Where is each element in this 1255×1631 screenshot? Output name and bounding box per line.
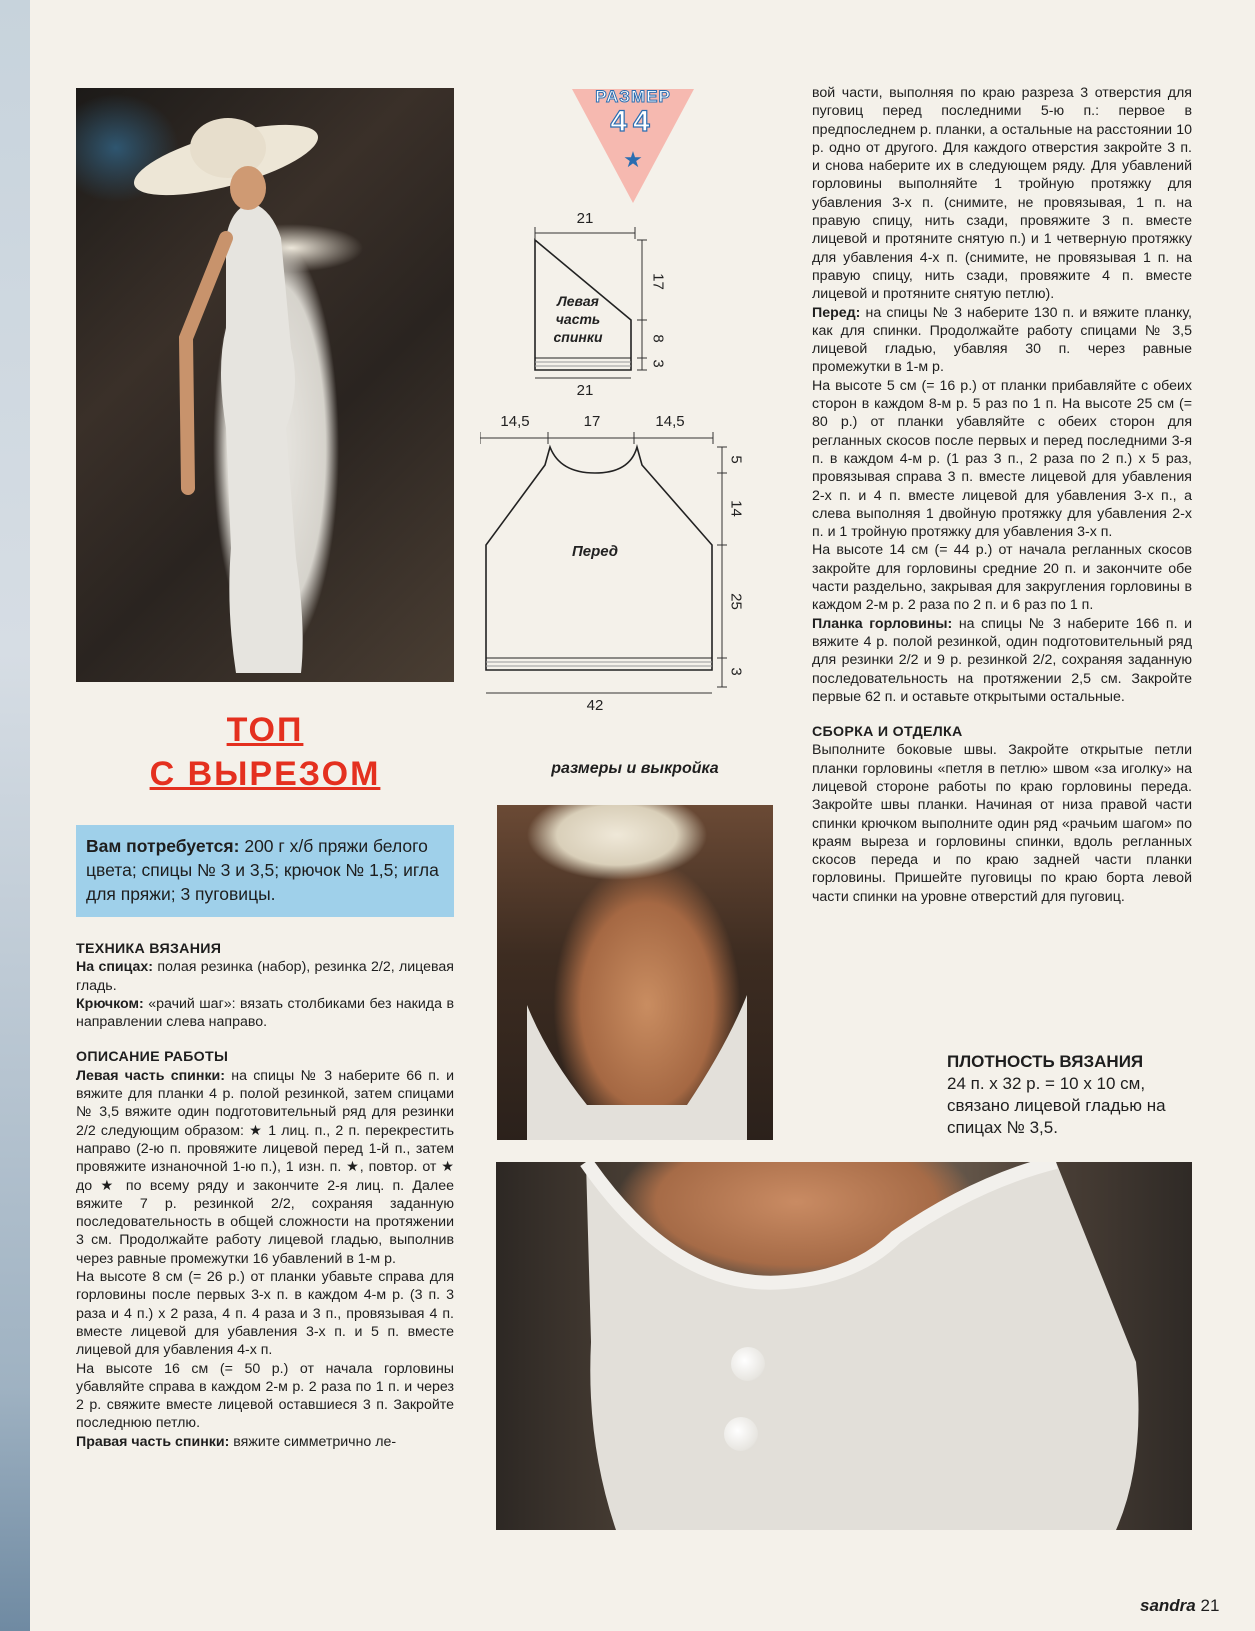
technique-needles (76, 958, 454, 995)
left-back-paragraph-2: На высоте 8 см (= 26 р.) от планки убавьте справа для горловины после первых 3-х п. в каждом 4-м р. (3 п. 3 раза и 4 п.) х 2 раза, 4 п. 4 раза и 3 п., провязывая 4 п. вместе лицевой для убавления 3-х п. и 5 п. вместе лицевой для убавления 4-х п. (76, 1269, 454, 1359)
right-col-paragraph-1: вой части, выполняя по краю разреза 3 отверстия для пуговиц перед последними 5-ю п.: первое в предпоследнем р. планки, а остальные на расстоянии 10 р. одно от другого. Для каждого отверстия закройте 3 п. и снова наберите их в следующем ряду. Для убавлений горловины выполняйте 1 тройную протяжку для убавления 3-х п. (снимите, не провязывая, 1 п. на правую спицу, нить сзади, провяжите 3 п. вместе лицевой и протяните снятую п.) и 1 четверную протяжку для убавления 4-х п. (снимите, не провязывая 1 п. на правую спицу, нить сзади, провяжите 4 п. вместе лицевой и протяните снятую петлю). (812, 85, 1192, 303)
model-figure-illustration (76, 88, 454, 682)
page-footer (1140, 1596, 1219, 1616)
pattern-diagrams (480, 210, 780, 780)
assembly-heading: СБОРКА И ОТДЕЛКА (812, 724, 963, 741)
front-paragraph-2: На высоте 5 см (= 16 р.) от планки прибавляйте с обеих сторон в каждом 8-м р. 5 раз по 1 п. На высоте 25 см (= 80 р.) от планки убавляйте с обеих сторон для регланных скосов после первых и перед последними 3-я п. в каждом 4-м р. (1 раз 3 п., 2 раза по 2 п.) х 5 раз, провязывая справа 3 п. вместе лицевой для убавления 2-х п. и 4 п. вместе лицевой для убавления 3-х п., а слева выполняя 1 двойную протяжку для убавления 2-х п. и 1 тройную протяжку для убавления 3-х п. (812, 377, 1192, 541)
badge-label: РАЗМЕР (595, 87, 671, 106)
article-title (76, 708, 454, 796)
left-back-paragraph-3: На высоте 16 см (= 50 р.) от начала горловины убавляйте справа в каждом 2-м р. 2 раза по 1 п. и через 2 р. свяжите вместе лицевой оставшиеся 3 п. Закройте последнюю петлю. (76, 1360, 454, 1432)
left-back-text: на спицы № 3 наберите 66 п. и вяжите для планки 4 р. полой резинкой, затем спицами № 3,5 вяжите один подготовительный ряд для резинки 2/2 следующим образом: ★ 1 лиц. п., 2 п. перекрестить направо (2-ю п. провяжите лицевой перед 1-й п., затем провяжите изнаночной 1-ю п.), 1 изн. п. ★, повтор. от ★ до ★ по всему ряду и закончите 2-я лиц. п. Далее вяжите 7 р. резинкой 2/2, сохраняя заданную последовательность в общей сложности на протяжении 3 см. Продолжайте работу лицевой гладью, выполнив через равные промежутки 16 убавлений в 1-м р. (76, 1067, 455, 1267)
detail-photo (496, 1162, 1192, 1530)
back-view-photo (497, 805, 773, 1140)
gauge-heading: ПЛОТНОСТЬ ВЯЗАНИЯ (947, 1052, 1144, 1071)
front-side-dimension-2: 14 (727, 500, 745, 517)
front-top-dimension-3: 14,5 (655, 413, 685, 430)
right-back-text: вяжите симметрично ле- (229, 1433, 397, 1450)
right-back-paragraph (76, 1433, 454, 1451)
front-top-dimension-1: 14,5 (500, 413, 530, 430)
size-badge (572, 87, 694, 205)
model-photo (76, 88, 454, 682)
needles-text: полая резинка (набор), резинка 2/2, лицевая гладь. (76, 959, 454, 994)
detail-photo-shapes (496, 1162, 1192, 1530)
back-side-dimension-1: 17 (649, 273, 667, 290)
title-line-2: С ВЫРЕЗОМ (149, 755, 381, 793)
back-top-dimension: 21 (576, 210, 594, 227)
back-photo-shapes (497, 805, 773, 1140)
front-side-dimension-4: 3 (727, 667, 745, 676)
gauge-box (947, 1051, 1207, 1139)
technique-hook (76, 995, 454, 1032)
neck-text: на спицы № 3 наберите 166 п. и вяжите 4 р. полой резинкой, один подготовительный ряд для резинки 2/2 и 9 р. резинкой 2/2, сохраняя заданную последовательность на протяжении 2,5 см. Закройте первые 62 п. и оставьте открытыми остальные. (812, 615, 1192, 705)
back-bottom-dimension: 21 (576, 382, 594, 399)
front-side-dimension-3: 25 (727, 593, 745, 610)
page-edge-strip (0, 0, 30, 1631)
back-side-dimension-3: 3 (649, 359, 667, 368)
title-line-1: ТОП (226, 711, 304, 749)
front-paragraph (812, 304, 1192, 377)
diagram-caption: размеры и выкройка (551, 760, 719, 777)
magazine-brand: sandra (1140, 1596, 1196, 1615)
left-back-label: Левая часть спинки: (76, 1067, 226, 1084)
hook-text: «рачий шаг»: вязать столбиками без накида в направлении слева направо. (76, 995, 454, 1031)
front-side-dimension-1: 5 (727, 455, 745, 464)
right-back-label: Правая часть спинки: (76, 1433, 230, 1450)
front-paragraph-3: На высоте 14 см (= 44 р.) от начала регланных скосов закройте для горловины средние 20 п. и закончите обе части раздельно, закрывая для закругления горловины в каждом 2-м р. 2 раза по 2 п. и 6 раз по 1 п. (812, 542, 1192, 614)
neck-paragraph (812, 615, 1192, 706)
materials-text: 200 г х/б пряжи белого цвета; спицы № 3 и 3,5; крючок № 1,5; игла для пряжи; 3 пуговицы. (86, 836, 439, 904)
front-bottom-dimension: 42 (586, 697, 604, 714)
back-side-dimension-2: 8 (649, 334, 667, 343)
pattern-drawing (480, 215, 780, 780)
instructions-left-column (76, 940, 454, 1451)
front-text: на спицы № 3 наберите 130 п. и вяжите планку, как для спинки. Продолжайте работу спицами № 3,5 лицевой гладью, убавляя 30 п. через равные промежутки в 1-м р. (812, 304, 1192, 376)
badge-star-icon: ★ (623, 147, 643, 172)
front-label: Перед: (812, 304, 861, 321)
needles-label: На спицах: (76, 959, 154, 976)
materials-box (76, 825, 454, 917)
button-2 (724, 1417, 758, 1451)
technique-heading: ТЕХНИКА ВЯЗАНИЯ (76, 941, 222, 957)
assembly-text: Выполните боковые швы. Закройте открытые петли планки горловины «петля в петлю» швом «за иголку» на лицевой стороне работы по краю горловины переда. Закройте швы планки. Начиная от низа правой части спинки крючком выполните один ряд «рачьим шагом» по краям выреза и горловины спинки, вдоль регланных скосов переда и по краю задней части планки горловины. Пришейте пуговицы по краю борта левой части спинки на уровне отверстий для пуговиц. (812, 742, 1192, 905)
neck-label: Планка горловины: (812, 615, 953, 632)
button-1 (731, 1347, 765, 1381)
left-back-paragraph (76, 1067, 454, 1268)
front-top-dimension-2: 17 (583, 413, 601, 430)
instructions-right-column (812, 84, 1192, 906)
badge-number: 44 (610, 105, 656, 138)
hook-label: Крючком: (76, 995, 144, 1012)
back-piece-label: Левая часть спинки (553, 293, 603, 345)
gauge-text: 24 п. х 32 р. = 10 х 10 см, связано лицевой гладью на спицах № 3,5. (947, 1074, 1166, 1137)
front-piece-label: Перед (571, 543, 619, 560)
materials-label: Вам потребуется: (86, 836, 240, 856)
page-number: 21 (1200, 1596, 1220, 1615)
work-heading: ОПИСАНИЕ РАБОТЫ (76, 1049, 229, 1066)
